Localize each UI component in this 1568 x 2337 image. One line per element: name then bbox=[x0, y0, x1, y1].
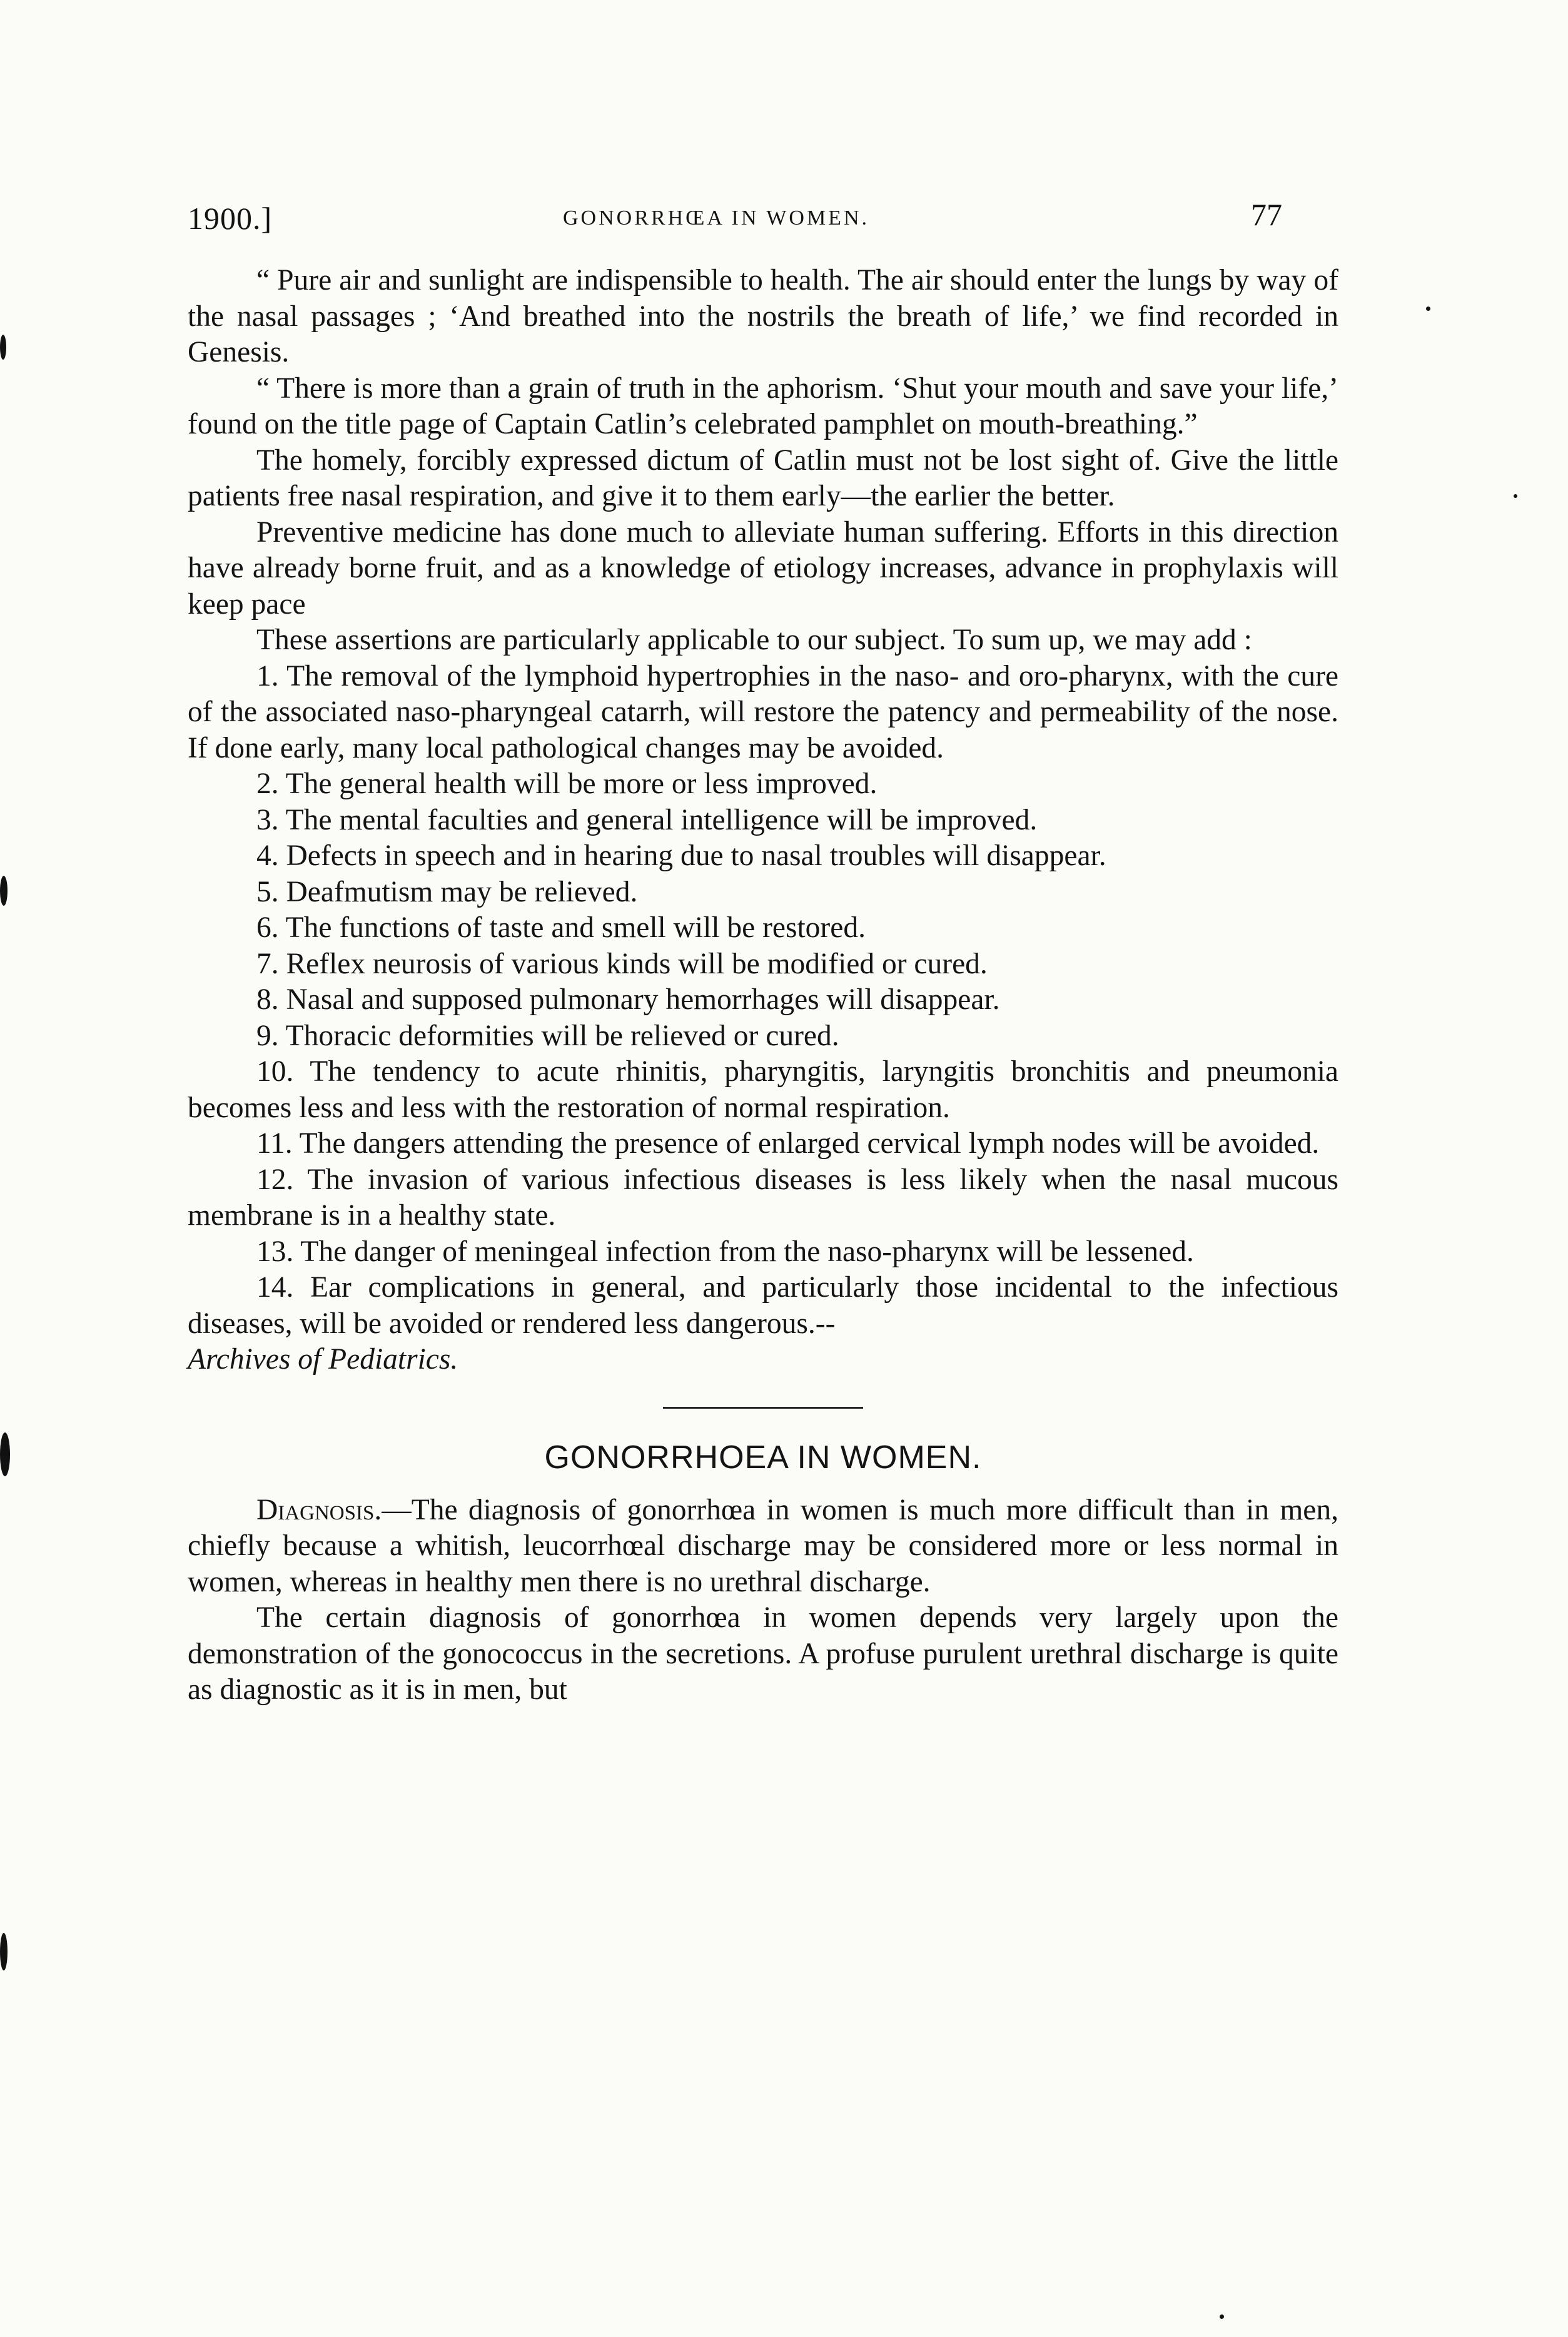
running-header bbox=[188, 197, 1288, 250]
citation: Archives of Pediatrics. bbox=[188, 1343, 458, 1376]
scan-mark bbox=[0, 1432, 10, 1476]
list-item: 8. Nasal and supposed pulmonary hemorrhages will disappear. bbox=[256, 983, 1000, 1016]
paragraph: “ Pure air and sunlight are indispensible to health. The air should enter the lungs by way of the nasal passages ; ‘And breathed into the nostrils the breath of life,’ we find recorded in Genesis. bbox=[188, 264, 1338, 368]
list-item: 7. Reflex neurosis of various kinds will be modified or cured. bbox=[256, 947, 988, 980]
list-item: 10. The tendency to acute rhinitis, pharyngitis, laryngitis bronchitis and pneumonia becomes less and less with the restoration of normal respiration. bbox=[188, 1055, 1338, 1124]
list-item: 12. The invasion of various infectious diseases is less likely when the nasal mucous membrane is in a healthy state. bbox=[188, 1163, 1338, 1232]
scan-mark bbox=[0, 1933, 8, 1970]
scan-mark bbox=[1514, 494, 1517, 498]
page bbox=[188, 188, 1351, 2189]
paragraph bbox=[188, 1493, 1338, 1601]
list-item: 11. The dangers attending the presence of enlarged cervical lymph nodes will be avoided. bbox=[256, 1127, 1320, 1160]
section-title: GONORRHOEA IN WOMEN. bbox=[544, 1439, 982, 1476]
body-text bbox=[188, 263, 1338, 1708]
paragraph: Preventive medicine has done much to alleviate human suffering. Efforts in this direction have already borne fruit, and as a knowledge of etiology increases, advance in prophylaxis will keep pace bbox=[188, 515, 1338, 621]
list-item: 13. The danger of meningeal infection from the naso-pharynx will be lessened. bbox=[256, 1235, 1194, 1268]
list-item: 6. The functions of taste and smell will be restored. bbox=[256, 911, 866, 944]
page-number: 77 bbox=[1251, 197, 1282, 232]
section-divider bbox=[663, 1407, 863, 1409]
scan-mark bbox=[1220, 2314, 1224, 2319]
paragraph: These assertions are particularly applicable to our subject. To sum up, we may add : bbox=[256, 624, 1252, 656]
paragraph: The homely, forcibly expressed dictum of Catlin must not be lost sight of. Give the little patients free nasal respiration, and give it to them early—the earlier the better. bbox=[188, 444, 1338, 512]
scan-mark bbox=[0, 335, 6, 360]
list-item: 9. Thoracic deformities will be relieved or cured. bbox=[256, 1019, 839, 1052]
lead-word: Diagnosis. bbox=[256, 1493, 382, 1526]
scan-mark bbox=[0, 876, 8, 906]
header-year: 1900.] bbox=[188, 201, 273, 236]
list-item: 4. Defects in speech and in hearing due to nasal troubles will disappear. bbox=[256, 839, 1106, 872]
list-item: 3. The mental faculties and general intelligence will be improved. bbox=[256, 803, 1038, 836]
list-item: 2. The general health will be more or less improved. bbox=[256, 768, 878, 800]
scan-mark bbox=[1426, 307, 1430, 311]
lead-text: —The diagnosis of gonorrhœa in women is much more difficult than in men, chiefly because a whitish, leucorrhœal discharge may be considered more or less normal in women, whereas in healthy men there is no urethral discharge. bbox=[188, 1493, 1338, 1598]
list-item: 14. Ear complications in general, and particularly those incidental to the infectious diseases, will be avoided or rendered less dangerous.-- bbox=[188, 1271, 1338, 1340]
list-item: 1. The removal of the lymphoid hypertrophies in the naso- and oro-pharynx, with the cure of the associated naso-pharyngeal catarrh, will restore the patency and permeability of the nose. If done early, many local pathological changes may be avoided. bbox=[188, 659, 1338, 764]
header-running-title: GONORRHŒA IN WOMEN. bbox=[563, 206, 869, 230]
list-item: 5. Deafmutism may be relieved. bbox=[256, 875, 638, 908]
paragraph: The certain diagnosis of gonorrhœa in women depends very largely upon the demonstration of the gonococcus in the secretions. A profuse purulent urethral discharge is quite as diagnostic as it is in men, but bbox=[188, 1601, 1338, 1706]
paragraph: “ There is more than a grain of truth in the aphorism. ‘Shut your mouth and save your life,’ found on the title page of Captain Catlin’s celebrated pamphlet on mouth-breathing.” bbox=[188, 372, 1338, 440]
